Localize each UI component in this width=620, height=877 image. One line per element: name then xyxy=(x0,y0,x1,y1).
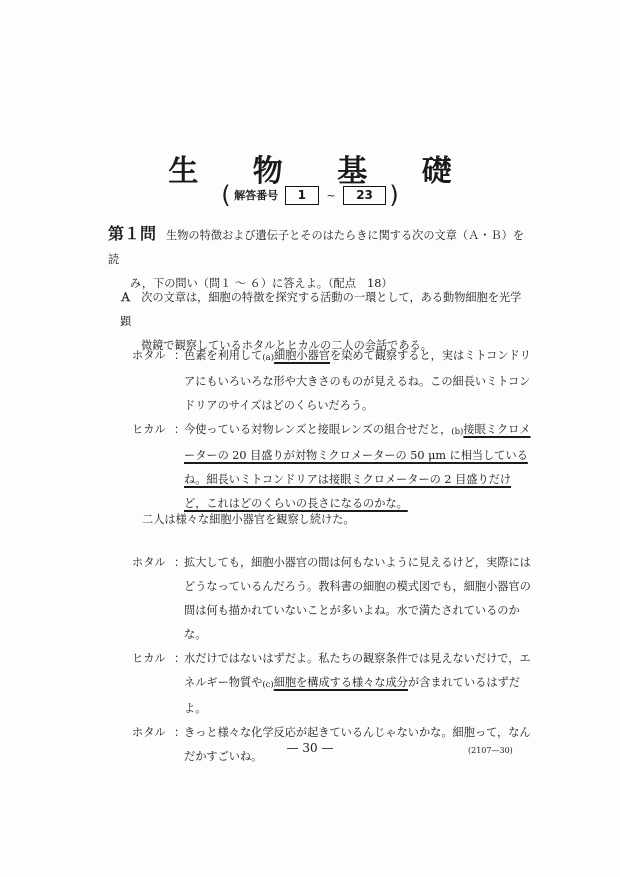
utterance-text xyxy=(184,344,532,418)
answer-range xyxy=(0,181,620,209)
speaker-name: ヒカル xyxy=(132,423,166,436)
page-number: — 30 — xyxy=(286,741,334,755)
page-title: 生 物 基 礎 xyxy=(168,154,474,189)
annotation-mark-b: (b) xyxy=(451,427,464,437)
open-paren: ( xyxy=(221,181,231,209)
utterance-text xyxy=(184,418,532,516)
annotation-mark-a: (a) xyxy=(262,353,275,363)
underlined-term-c: 細胞を構成する様々な成分 xyxy=(273,676,408,689)
utterance: ヒカル ： 水だけではないはずだよ。私たちの観察条件では見えないだけで，エネルギー物質や(c)細胞を構成する様々な成分が含まれているはずだよ。 xyxy=(132,647,532,721)
dialog-block-1 xyxy=(132,344,532,516)
utterance-text: 拡大しても，細胞小器官の間は何もないように見えるけど，実際にはどうなっているんだろう。教科書の細胞の模式図でも，細胞小器官の間は何も描かれていないことが多いよね。水で満たされているのかな。 xyxy=(184,556,531,641)
utterance: ホタル ： 色素を利用して(a)細胞小器官を染めて観察すると，実はミトコンドリアにもいろいろな形や大きさのものが見えるね。この細長いミトコンドリアのサイズはどのくらいだろう。 xyxy=(132,344,532,418)
narration: 二人は様々な細胞小器官を観察し続けた。 xyxy=(142,513,355,526)
exam-code: (2107—30) xyxy=(468,746,513,755)
speaker-name: ヒカル xyxy=(132,652,166,665)
underlined-term-a: 細胞小器官 xyxy=(274,349,330,362)
speaker-name: ホタル xyxy=(132,726,166,739)
utterance-text-post: が含まれているはずだよ。 xyxy=(184,676,520,715)
answer-range-label: 解答番号 xyxy=(234,189,279,202)
utterance-text-pre: 今使っている対物レンズと接眼レンズの組合せだと， xyxy=(184,423,452,436)
utterance: ホタル ： きっと様々な化学反応が起きているんじゃないかな。細胞って，なんだかすごいね。 xyxy=(132,721,532,769)
answer-start-box: 1 xyxy=(285,186,319,205)
section-letter: Ａ xyxy=(120,290,132,304)
utterance-text xyxy=(184,647,532,721)
section-a-line1: 次の文章は，細胞の特徴を探究する活動の一環として，ある動物細胞を光学顕 xyxy=(120,291,522,328)
answer-range-separator: ~ xyxy=(326,188,336,202)
utterance-text-post: を染めて観察すると，実はミトコンドリアにもいろいろな形や大きさのものが見えるね。この細長いミトコンドリアのサイズはどのくらいだろう。 xyxy=(184,349,531,412)
utterance: ヒカル ： 今使っている対物レンズと接眼レンズの組合せだと，(b)接眼ミクロメーターの 20 目盛りが対物ミクロメーターの 50 μm に相当しているね。細長いミトコンドリアは接眼ミクロメーターの 2 目盛りだけど，これはどのくらいの長さになるのかな。 xyxy=(132,418,532,516)
annotation-mark-c: (c) xyxy=(262,680,274,690)
utterance: ホタル ： 拡大しても，細胞小器官の間は何もないように見えるけど，実際にはどうなっているんだろう。教科書の細胞の模式図でも，細胞小器官の間は何も描かれていないことが多いよね。水で満たされているのかな。 xyxy=(132,551,532,647)
close-paren: ) xyxy=(389,181,399,209)
utterance-text-pre: 色素を利用して xyxy=(184,349,263,362)
question-text-line2: み，下の問い（問１ ～ ６）に答えよ。（配点 18） xyxy=(130,277,393,290)
section-a-line2: 微鏡で観察しているホタルとヒカルの二人の会話である。 xyxy=(141,339,432,352)
answer-end-box: 23 xyxy=(343,186,386,205)
utterance-text-pre: 水だけではないはずだよ。私たちの観察条件では見えないだけで，エネルギー物質や xyxy=(184,652,531,689)
utterance-text: きっと様々な化学反応が起きているんじゃないかな。細胞って，なんだかすごいね。 xyxy=(184,726,531,763)
underlined-term-b: 接眼ミクロメーターの 20 目盛りが対物ミクロメーターの 50 μm に相当しているね。細長いミトコンドリアは接眼ミクロメーターの 2 目盛りだけど，これはどのくらいの長さになるのかな。 xyxy=(184,423,531,510)
question-text-line1: 生物の特徴および遺伝子とそのはたらきに関する次の文章（Ａ・Ｂ）を読 xyxy=(108,229,525,266)
question-number: 第１問 xyxy=(108,224,157,243)
speaker-name: ホタル xyxy=(132,556,166,569)
dialog-block-2 xyxy=(132,551,532,769)
speaker-name: ホタル xyxy=(132,349,166,362)
